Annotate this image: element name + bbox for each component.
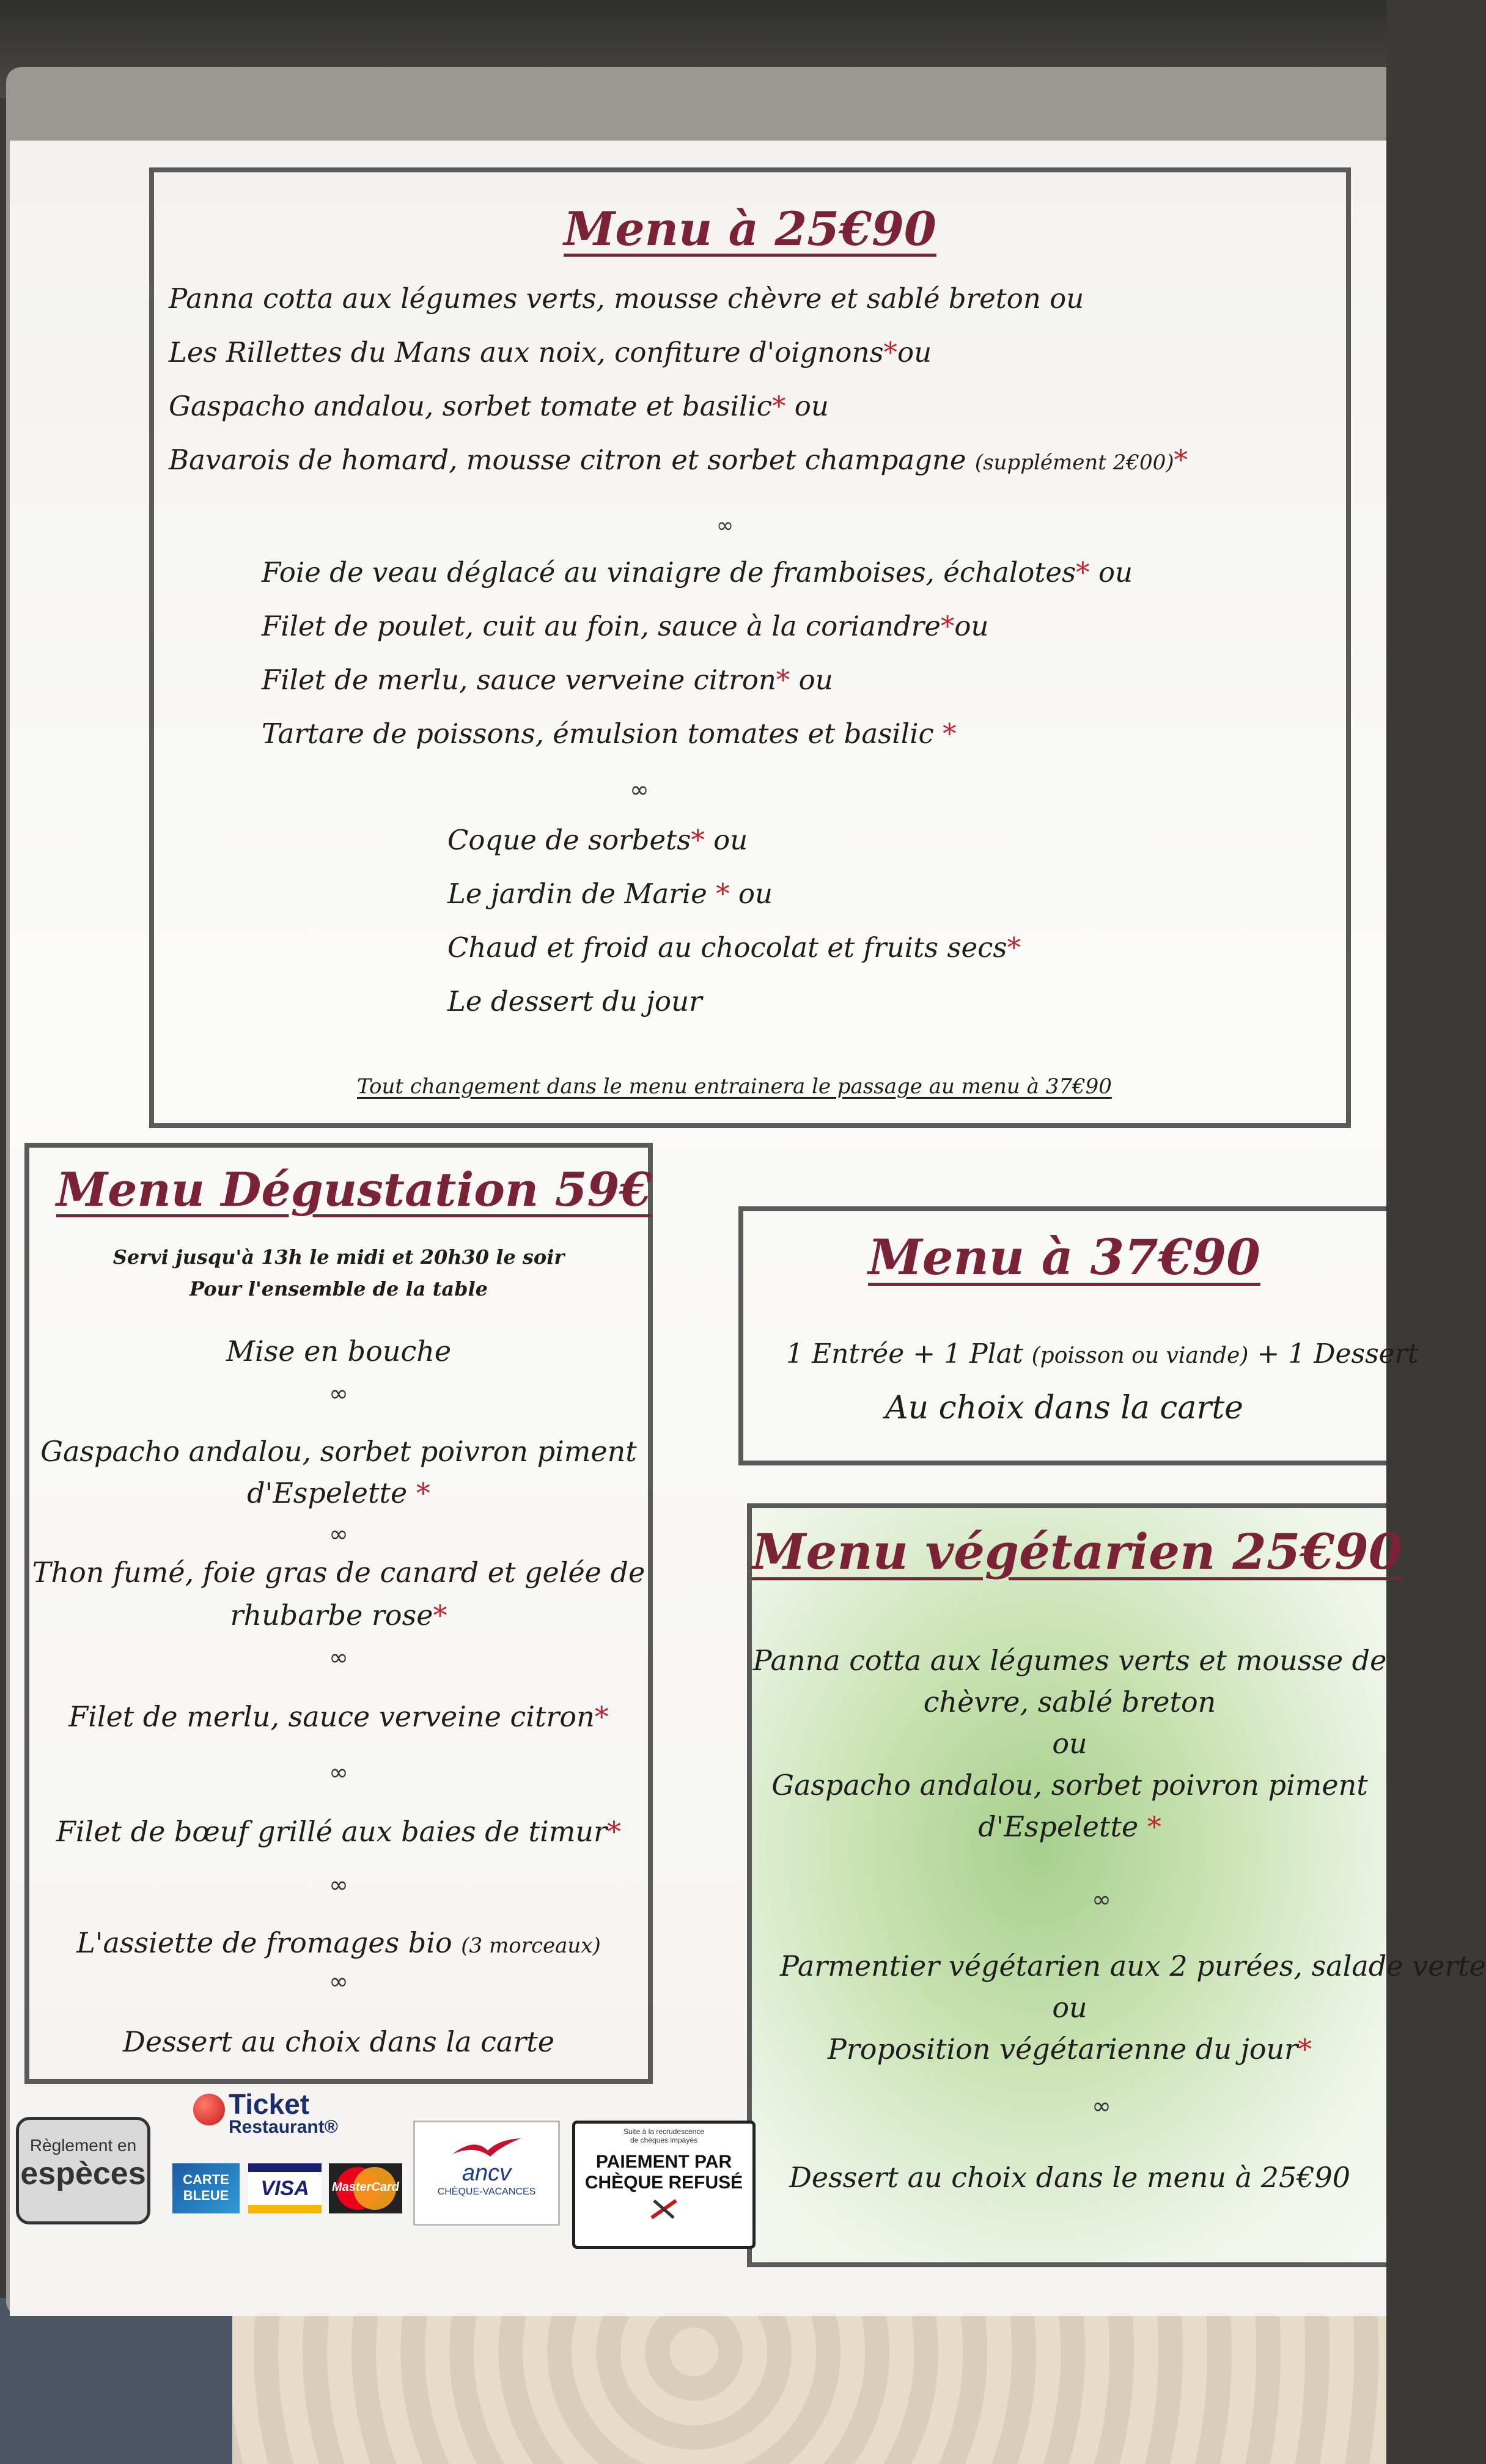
vegetarien-line-8: Proposition végétarienne du jour* <box>827 2033 1312 2066</box>
visa-label: VISA <box>260 2177 309 2200</box>
vegetarien-line-5: d'Espelette * <box>978 1810 1161 1843</box>
tablecloth <box>232 2304 1386 2464</box>
vegetarien-line-3: ou <box>1052 1727 1087 1760</box>
separator-9: ∞ <box>1092 1886 1111 1913</box>
separator-10: ∞ <box>1092 2092 1111 2119</box>
menu-25-starter-3: Gaspacho andalou, sorbet tomate et basilic* ou <box>169 390 829 422</box>
degustation-subtitle-2: Pour l'ensemble de la table <box>189 1277 488 1300</box>
cheque-refuse-sign <box>572 2121 756 2249</box>
separator-2: ∞ <box>630 776 649 803</box>
degustation-course-3a: Thon fumé, foie gras de canard et gelée de <box>32 1556 646 1589</box>
menu-25-dessert-1: Coque de sorbets* ou <box>447 824 748 856</box>
menu-25-starter-4: Bavarois de homard, mousse citron et sorbet champagne (supplément 2€00)* <box>169 444 1188 476</box>
degustation-course-1: Mise en bouche <box>226 1335 452 1368</box>
separator-6: ∞ <box>329 1759 348 1786</box>
ancv-label-1: ancv <box>462 2160 512 2186</box>
carte-bleue-logo <box>172 2163 240 2213</box>
vegetarien-box <box>747 1503 1486 2267</box>
menu-37-title: Menu à 37€90 <box>868 1228 1260 1286</box>
degustation-course-5: Filet de bœuf grillé aux baies de timur* <box>56 1815 621 1848</box>
menu-25-main-1: Foie de veau déglacé au vinaigre de framboises, échalotes* ou <box>262 556 1133 588</box>
degustation-course-6: L'assiette de fromages bio (3 morceaux) <box>76 1926 601 1959</box>
ticket-label-2: Restaurant® <box>229 2117 338 2137</box>
bird-icon <box>450 2136 523 2160</box>
degustation-title: Menu Dégustation 59€ <box>56 1162 652 1217</box>
menu-25-dessert-2: Le jardin de Marie * ou <box>447 878 773 910</box>
mastercard-logo <box>329 2163 402 2213</box>
ticket-restaurant-logo <box>193 2088 389 2143</box>
degustation-course-2b: d'Espelette * <box>247 1476 430 1509</box>
menu-37-line-2: Au choix dans la carte <box>885 1390 1243 1426</box>
ticket-label-1: Ticket <box>229 2088 310 2120</box>
menu-25-title: Menu à 25€90 <box>564 202 936 256</box>
menu-25-main-4: Tartare de poissons, émulsion tomates et basilic * <box>262 717 957 750</box>
menu-page <box>10 141 1486 2316</box>
cheque-label-2: CHÈQUE REFUSÉ <box>584 2172 743 2193</box>
ancv-label-2: CHÈQUE-VACANCES <box>437 2187 536 2197</box>
menu-25-main-2: Filet de poulet, cuit au foin, sauce à la coriandre*ou <box>262 610 989 642</box>
cheque-label-1: PAIEMENT PAR <box>595 2152 732 2172</box>
vegetarien-line-9: Dessert au choix dans le menu à 25€90 <box>789 2161 1351 2194</box>
vegetarien-line-4: Gaspacho andalou, sorbet poivron piment <box>771 1769 1368 1802</box>
ancv-logo <box>413 2121 560 2226</box>
cheque-small-2: de chèques impayés <box>630 2136 698 2144</box>
especes-badge <box>16 2117 150 2224</box>
menu-25-main-3: Filet de merlu, sauce verveine citron* ou <box>262 664 833 696</box>
degustation-course-4: Filet de merlu, sauce verveine citron* <box>68 1700 609 1733</box>
degustation-subtitle-1: Servi jusqu'à 13h le midi et 20h30 le soir <box>112 1245 565 1269</box>
separator-4: ∞ <box>329 1520 348 1547</box>
menu-25-dessert-3: Chaud et froid au chocolat et fruits secs* <box>447 931 1021 964</box>
degustation-course-3b: rhubarbe rose* <box>230 1599 447 1632</box>
vegetarien-line-6: Parmentier végétarien aux 2 purées, salade verte <box>780 1949 1486 1982</box>
separator-7: ∞ <box>329 1871 348 1898</box>
mastercard-label: MasterCard <box>331 2180 400 2194</box>
separator-8: ∞ <box>329 1968 348 1995</box>
crossed-pen-icon <box>646 2197 682 2221</box>
menu-25-dessert-4: Le dessert du jour <box>447 985 702 1018</box>
visa-logo <box>248 2163 322 2213</box>
vegetarien-title: Menu végétarien 25€90 <box>752 1523 1403 1580</box>
vegetarien-line-7: ou <box>1052 1991 1087 2024</box>
menu-25-footer: Tout changement dans le menu entrainera le passage au menu à 37€90 <box>357 1074 1112 1099</box>
degustation-course-7: Dessert au choix dans la carte <box>122 2025 555 2058</box>
vegetarien-line-1: Panna cotta aux légumes verts et mousse de <box>752 1644 1387 1677</box>
menu-25-starter-2: Les Rillettes du Mans aux noix, confiture d'oignons*ou <box>169 336 932 369</box>
vegetarien-line-2: chèvre, sablé breton <box>923 1685 1216 1718</box>
ticket-dot-icon <box>193 2094 225 2125</box>
menu-25-starter-1: Panna cotta aux légumes verts, mousse chèvre et sablé breton ou <box>169 282 1084 315</box>
separator-5: ∞ <box>329 1644 348 1671</box>
separator-1: ∞ <box>716 513 734 538</box>
cb-label-2: BLEUE <box>183 2188 229 2203</box>
degustation-course-2a: Gaspacho andalou, sorbet poivron piment <box>40 1435 637 1468</box>
menu-37-line-1: 1 Entrée + 1 Plat (poisson ou viande) + 1 Dessert <box>786 1338 1419 1370</box>
cb-label-1: CARTE <box>183 2172 229 2187</box>
especes-label-1: Règlement en <box>29 2136 137 2155</box>
separator-3: ∞ <box>329 1380 348 1407</box>
especes-label-2: espèces <box>20 2156 146 2191</box>
cheque-small-1: Suite à la recrudescence <box>623 2127 705 2136</box>
